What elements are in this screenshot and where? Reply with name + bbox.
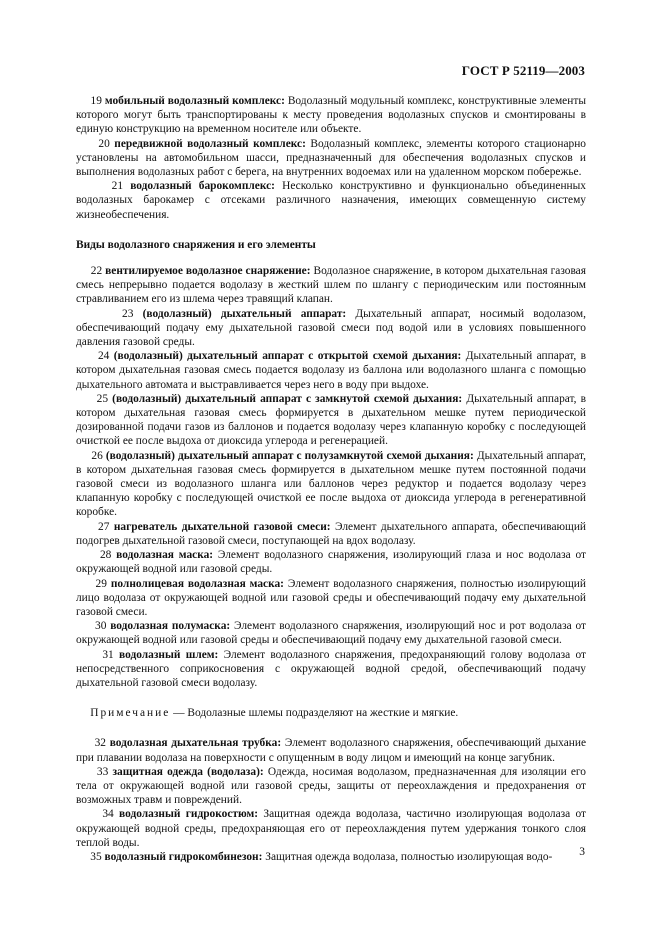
page-number: 3 [579, 846, 585, 858]
entry-term: водолазная дыхательная трубка: [109, 737, 282, 750]
entry-number: 28 [99, 549, 112, 562]
entries-bottom [76, 736, 586, 864]
entry-number: 32 [94, 737, 106, 750]
entry-number: 21 [111, 180, 124, 193]
term-entry [76, 807, 586, 850]
term-entry [76, 179, 586, 222]
entry-definition: Несколько конструктивно и функционально объединенных водолазных барокамер с отсеками различного назначения, имеющих совмещенную систему жизнеобеспечения. [76, 180, 586, 221]
entry-term: водолазный гидрокомбинезон: [104, 850, 263, 863]
entry-term: нагреватель дыхательной газовой смеси: [113, 520, 331, 533]
entry-term: передвижной водолазный комплекс: [114, 137, 306, 150]
term-entry [76, 648, 586, 691]
note [76, 706, 586, 720]
entry-definition: Водолазный модульный комплекс, конструктивные элементы которого могут быть транспортированы к месту проведения водолазных спусков и смонтированы в единую конструкцию на временном носителе или объекте. [76, 95, 586, 136]
term-entry [76, 392, 586, 449]
term-entry [76, 850, 586, 864]
term-entry [76, 619, 586, 647]
entry-term: водолазная полумаска: [110, 620, 231, 633]
entry-term: мобильный водолазный комплекс: [104, 95, 285, 107]
entry-definition: Элемент водолазного снаряжения, обеспечивающий дыхание при плавании водолаза на поверхности с опущенным в воду лицом и имеющий на конце загубник. [76, 737, 586, 764]
entry-number: 27 [98, 520, 110, 533]
entry-term: полнолицевая водолазная маска: [110, 577, 284, 590]
entry-term: водолазная маска: [116, 549, 214, 562]
section-title: Виды водолазного снаряжения и его элементы [76, 238, 316, 251]
term-entry [76, 736, 586, 764]
entry-definition: Водолазный комплекс, элементы которого стационарно установлены на автомобильном шасси, предназначенный для обеспечения водолазных спусков и выполнения водолазных работ с берега, на внутренних водоемах или на удаленном морском побережье. [76, 137, 586, 179]
term-entry [76, 449, 586, 520]
entry-number: 26 [91, 449, 103, 462]
entry-definition: Элемент водолазного снаряжения, изолирующий нос и рот водолаза от окружающей водной или газовой среды и обеспечивающий подачу ему дыхательной газовой смеси. [76, 620, 586, 647]
entry-number: 33 [96, 765, 109, 778]
term-entry [76, 349, 586, 392]
term-entry [76, 548, 586, 576]
entries-top [76, 94, 586, 222]
entry-definition: Элемент водолазного снаряжения, изолирующий глаза и нос водолаза от окружающей водной или газовой среды. [76, 549, 586, 576]
entry-definition: Дыхательный аппарат, в котором дыхательная газовая смесь формируется в дыхательном мешке путем периодической дозированной подачи газов из баллонов и подается водолазу через клапанную коробку с последующей очисткой ее после выдоха от диоксида углерода и регенерацией. [76, 392, 587, 448]
entry-definition: Элемент дыхательного аппарата, обеспечивающий подогрев дыхательной газовой смеси, поступающей на вдох водолазу. [76, 520, 587, 547]
entry-definition: Дыхательный аппарат, в котором дыхательная газовая смесь формируется в дыхательном мешке путем постоянной подачи газовой смеси из водолазного шланга или баллонов через редуктор и подается водолазу через клапанную коробку с последующей очисткой ее после выдоха от диоксида углерода в регенеративной коробке. [76, 449, 586, 519]
entry-number: 35 [90, 850, 102, 863]
entry-term: водолазный гидрокостюм: [119, 808, 259, 821]
entry-number: 24 [97, 350, 110, 363]
entry-number: 25 [96, 392, 109, 405]
entry-number: 31 [102, 648, 114, 661]
entry-definition: Элемент водолазного снаряжения, предохраняющий голову водолаза от непосредственного соприкосновения с окружающей водной средой, обеспечивающий подачу дыхательной газовой смеси водолазу. [76, 648, 586, 689]
entry-term: вентилируемое водолазное снаряжение: [105, 265, 311, 278]
entry-term: (водолазный) дыхательный аппарат с полузамкнутой схемой дыхания: [105, 449, 474, 462]
entry-definition: Защитная одежда водолаза, полностью изолирующая водо- [265, 850, 553, 863]
entry-number: 23 [122, 307, 134, 320]
entry-term: защитная одежда (водолаза): [112, 765, 264, 778]
entry-definition: Одежда, носимая водолазом, предназначенная для изоляции его тела от окружающей водной или газовой среды, защиты от переохлаждения и предохранения от возможных травм и повреждений. [76, 765, 586, 807]
entries-mid [76, 264, 586, 690]
term-entry [76, 765, 586, 808]
term-entry [76, 520, 586, 548]
term-entry [76, 577, 586, 620]
entry-term: (водолазный) дыхательный аппарат: [142, 307, 347, 320]
term-entry [76, 137, 586, 180]
entry-definition: Водолазное снаряжение, в котором дыхательная газовая смесь непрерывно подается водолазу в жесткий шлем по шлангу с периодическим или постоянным стравливанием его из шлема через травящий клапан. [76, 265, 586, 306]
entry-number: 20 [98, 137, 110, 150]
note-label: Примечание [90, 707, 171, 720]
entry-term: (водолазный) дыхательный аппарат с открытой схемой дыхания: [113, 350, 462, 363]
entry-number: 22 [90, 265, 103, 278]
term-entry [76, 94, 586, 137]
entry-number: 30 [95, 620, 107, 633]
entry-definition: Элемент водолазного снаряжения, полностью изолирующий лицо водолаза от окружающей водной или газовой среды и обеспечивающий подачу ему дыхательной газовой смеси. [76, 577, 586, 618]
entry-definition: Дыхательный аппарат, в котором дыхательная газовая смесь подается водолазу из баллона или водолазного шланга с помощью дыхательного автомата и выстравливается через него в воду при выдохе. [76, 350, 586, 391]
term-entry [76, 307, 586, 350]
entry-term: водолазный шлем: [119, 648, 219, 661]
entry-number: 19 [90, 95, 102, 107]
term-entry [76, 264, 586, 307]
standard-code: ГОСТ Р 52119—2003 [461, 63, 585, 78]
entry-definition: Защитная одежда водолаза, частично изолирующая водолаза от окружающей водной среды, предохраняющая его от переохлаждения путем удержания тонкого слоя теплой воды. [76, 808, 587, 849]
document-body [76, 94, 586, 864]
entry-term: водолазный барокомплекс: [130, 180, 275, 193]
note-text: — Водолазные шлемы подразделяют на жесткие и мягкие. [173, 707, 459, 720]
entry-term: (водолазный) дыхательный аппарат с замкнутой схемой дыхания: [112, 392, 463, 405]
entry-number: 34 [102, 808, 114, 821]
entry-definition: Дыхательный аппарат, носимый водолазом, обеспечивающий подачу ему дыхательной газовой смеси под водой или в условиях повышенного давления газовой среды. [76, 307, 586, 349]
entry-number: 29 [95, 577, 107, 590]
